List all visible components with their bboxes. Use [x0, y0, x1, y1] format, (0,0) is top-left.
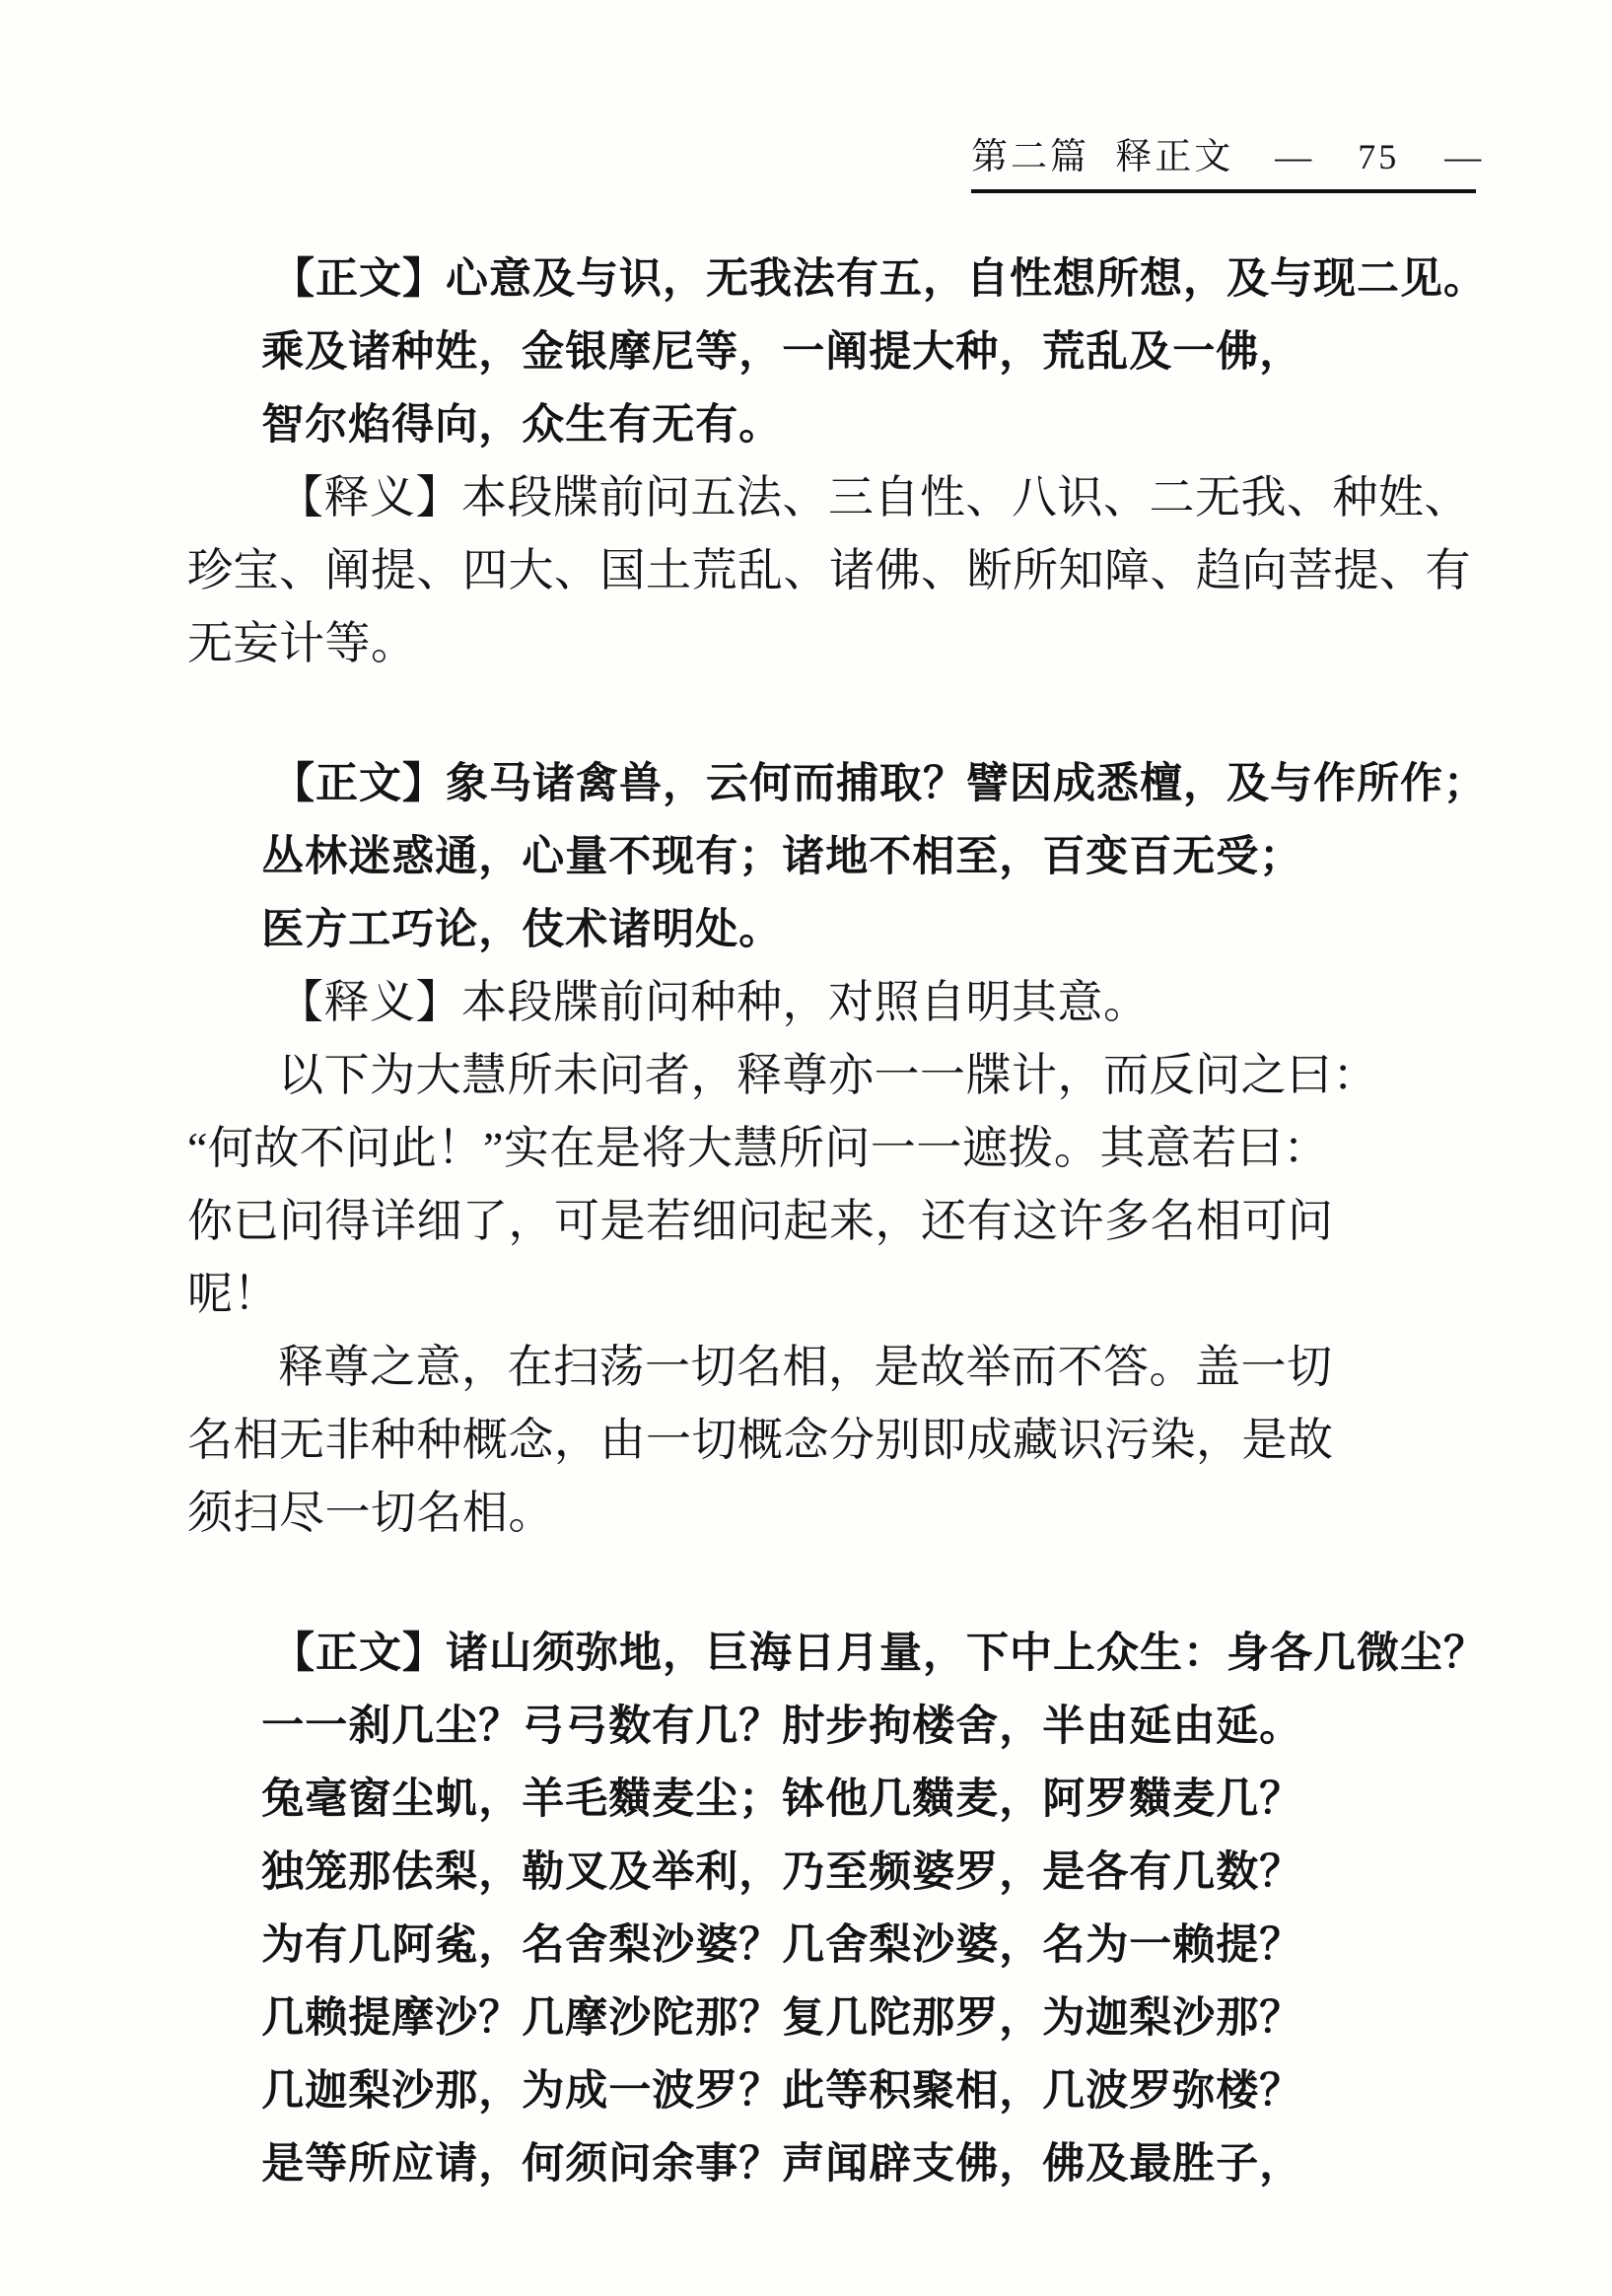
text-line: 【释义】本段牒前问五法、三自性、八识、二无我、种姓、: [278, 472, 1470, 522]
text-line: 独笼那佉梨，勒叉及举利，乃至频婆罗，是各有几数？: [261, 1848, 1303, 1896]
text-line: 是等所应请，何须问余事？声闻辟支佛，佛及最胜子，: [261, 2140, 1303, 2188]
commentary-block: [187, 966, 1487, 1550]
text-line: 【正文】象马诸禽兽，云何而捕取？譬因成悉檀，及与作所作；: [272, 760, 1487, 807]
header-rule: [971, 189, 1476, 193]
header-dash-left: —: [1275, 137, 1315, 177]
sutra-verse-block: [187, 243, 1487, 461]
text-line: 一一刹几尘？弓弓数有几？肘步拘楼舍，半由延由延。: [261, 1703, 1303, 1750]
text-line: 丛林迷惑通，心量不现有；诸地不相至，百变百无受；: [261, 833, 1303, 880]
header-dash-right: —: [1444, 137, 1485, 177]
text-line: 几迦梨沙那，为成一波罗？此等积聚相，几波罗弥楼？: [261, 2067, 1303, 2115]
sutra-verse-block: [187, 747, 1487, 966]
sutra-verse-block: [187, 1617, 1487, 2200]
text-line: 释尊之意，在扫荡一切名相，是故举而不答。盖一切: [278, 1342, 1333, 1392]
page-header: [971, 132, 1485, 182]
page-number: 75: [1358, 137, 1400, 176]
text-line: 为有几阿㝹，名舍梨沙婆？几舍梨沙婆，名为一赖提？: [261, 1921, 1303, 1969]
text-line: 医方工巧论，伎术诸明处。: [261, 906, 783, 953]
text-line: 以下为大慧所未问者，释尊亦一一牒计，而反问之曰：: [278, 1050, 1378, 1100]
text-line: 几赖提摩沙？几摩沙陀那？复几陀那罗，为迦梨沙那？: [261, 1994, 1303, 2042]
text-line: 智尔焰得向，众生有无有。: [261, 401, 783, 449]
text-line: 名相无非种种概念，由一切概念分别即成藏识污染，是故: [187, 1415, 1334, 1465]
text-line: 无妄计等。: [187, 618, 417, 668]
text-line: 【释义】本段牒前问种种，对照自明其意。: [278, 977, 1150, 1027]
text-line: 【正文】诸山须弥地，巨海日月量，下中上众生：身各几微尘？: [272, 1630, 1487, 1677]
text-line: 【正文】心意及与识，无我法有五，自性想所想，及与现二见。: [272, 255, 1487, 303]
text-line: 须扫尽一切名相。: [187, 1488, 554, 1538]
page-body-text: [187, 243, 1487, 2200]
text-line: 你已问得详细了，可是若细问起来，还有这许多名相可问: [187, 1196, 1334, 1246]
commentary-block: [187, 461, 1487, 680]
text-line: “何故不问此！”实在是将大慧所问一一遮拨。其意若曰：: [187, 1123, 1329, 1173]
text-line: 兔毫窗尘虮，羊毛䵃麦尘；钵他几䵃麦，阿罗䵃麦几？: [261, 1775, 1303, 1823]
text-line: 呢！: [187, 1269, 279, 1319]
text-line: 珍宝、阐提、四大、国土荒乱、诸佛、断所知障、趋向菩提、有: [187, 545, 1471, 595]
text-line: 乘及诸种姓，金银摩尼等，一阐提大种，荒乱及一佛，: [261, 328, 1303, 376]
chapter-title: 第二篇 释正文: [971, 137, 1234, 177]
